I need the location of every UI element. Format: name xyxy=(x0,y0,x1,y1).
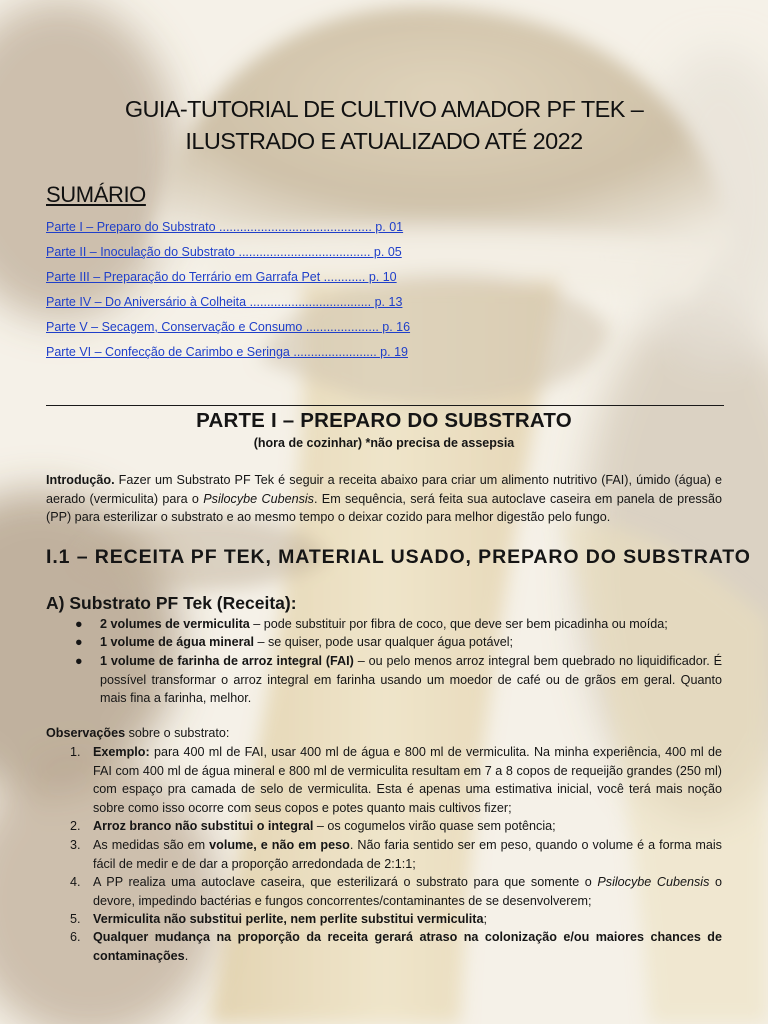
intro-label: Introdução. xyxy=(46,473,115,487)
observation-item xyxy=(93,817,722,836)
observation-item xyxy=(93,836,722,873)
bullet-icon: ● xyxy=(75,654,83,668)
observation-text: para 400 ml de FAI, usar 400 ml de água e 800 ml de vermiculita. Na minha experiência, 400 ml de FAI com 400 ml de água mineral e 800 ml de vermiculita resultam em 7 a 8 copos de requeijão grandes (250 ml) com espaço pra camada de selo de vermiculita. Esta é apenas uma estimativa inicial, você terá mais noção sobre como isso ocorre com seus copos e potes quanto mais cultivos fizer; xyxy=(93,745,722,815)
observation-item xyxy=(93,743,722,817)
observation-species-name: Psilocybe Cubensis xyxy=(597,875,710,889)
intro-text-b: . Em sequência, será feita sua autoclave caseira em panela de pressão (PP) para esterilizar o substrato e ao mesmo tempo o deixar cozido para melhor digestão pelo fungo. xyxy=(46,491,722,525)
recipe-bullet xyxy=(100,633,722,652)
observation-text: ; xyxy=(483,912,488,926)
observation-number: 3. xyxy=(70,838,81,852)
document-title-line-1: GUIA-TUTORIAL DE CULTIVO AMADOR PF TEK – xyxy=(124,96,644,122)
observations-heading xyxy=(46,724,722,743)
observations-label-rest: sobre o substrato: xyxy=(125,726,230,740)
recipe-bullet-text: – ou pelo menos arroz integral bem quebrado no liquidificador. É possível transformar o arroz integral em farinha usando um moedor de café ou de grãos em geral. Quanto mais fina a farinha, melhor. xyxy=(100,654,722,706)
observation-text: . Não faria sentido ser em peso, quando o volume é a forma mais fácil de medir e de dar a proporção arredondada de 2:1:1; xyxy=(93,838,722,871)
recipe-bullet-text: – se quiser, pode usar qualquer água potável; xyxy=(253,635,514,649)
bullet-icon: ● xyxy=(75,617,83,631)
part-subtitle: (hora de cozinhar) *não precisa de assepsia xyxy=(253,436,515,450)
observation-bold: Exemplo: xyxy=(93,745,150,759)
recipe-bullet-bold: 2 volumes de vermiculita xyxy=(100,617,250,631)
observation-bold: Arroz branco não substitui o integral xyxy=(93,819,314,833)
observation-text: – os cogumelos virão quase sem potência; xyxy=(313,819,556,833)
observation-bold: Vermiculita não substitui perlite, nem perlite substitui vermiculita xyxy=(93,912,484,926)
observation-item xyxy=(93,928,722,965)
subsection-title: A) Substrato PF Tek (Receita): xyxy=(46,593,297,613)
document-title-line-2: ILUSTRADO E ATUALIZADO ATÉ 2022 xyxy=(185,128,583,154)
observation-item xyxy=(93,910,722,929)
observation-number: 6. xyxy=(70,930,81,944)
observation-bold: volume, e não em peso xyxy=(209,838,350,852)
part-title: PARTE I – PREPARO DO SUBSTRATO xyxy=(196,409,572,432)
recipe-bullet-bold: 1 volume de farinha de arroz integral (FAI) xyxy=(100,654,354,668)
recipe-bullet xyxy=(100,615,722,634)
intro-text-a: Fazer um Substrato PF Tek é seguir a receita abaixo para criar um alimento nutritivo (FAI), úmido (água) e aerado (vermiculita) para o xyxy=(46,473,722,506)
toc-link-part-2[interactable]: Parte II – Inoculação do Substrato ...................................... p. 05 xyxy=(46,245,402,259)
observation-number: 1. xyxy=(70,745,81,759)
observation-number: 4. xyxy=(70,875,81,889)
observations-label: Observações xyxy=(46,726,126,740)
observation-number: 5. xyxy=(70,912,81,926)
observation-pre: As medidas são em xyxy=(93,838,210,852)
section-title: I.1 – RECEITA PF TEK, MATERIAL USADO, PREPARO DO SUBSTRATO xyxy=(46,546,751,568)
recipe-bullet-bold: 1 volume de água mineral xyxy=(100,635,254,649)
toc-link-part-5[interactable]: Parte V – Secagem, Conservação e Consumo ..................... p. 16 xyxy=(46,320,411,334)
recipe-bullet xyxy=(100,652,722,708)
observation-text: o devore, impedindo bactérias e fungos concorrentes/contaminantes de se desenvolverem; xyxy=(93,875,722,908)
observation-text: . xyxy=(184,948,189,963)
recipe-bullet-text: – pode substituir por fibra de coco, que deve ser bem picadinha ou moída; xyxy=(249,617,668,631)
intro-species-name: Psilocybe Cubensis xyxy=(203,491,314,506)
toc-link-part-3[interactable]: Parte III – Preparação do Terrário em Garrafa Pet ............ p. 10 xyxy=(46,270,397,284)
observation-number: 2. xyxy=(70,819,81,833)
toc-link-part-6[interactable]: Parte VI – Confecção de Carimbo e Seringa ........................ p. 19 xyxy=(46,345,408,359)
intro-paragraph xyxy=(46,471,722,527)
observation-item xyxy=(93,873,722,910)
observation-bold: Qualquer mudança na proporção da receita gerará atraso na colonização e/ou maiores chances de contaminações xyxy=(93,930,722,963)
observation-pre: A PP realiza uma autoclave caseira, que esterilizará o substrato para que somente o xyxy=(93,875,598,889)
toc-link-part-1[interactable]: Parte I – Preparo do Substrato ............................................ p. 01 xyxy=(46,220,404,234)
toc-link-part-4[interactable]: Parte IV – Do Aniversário à Colheita ................................... p. 13 xyxy=(46,295,403,309)
section-divider xyxy=(46,405,724,406)
toc-heading: SUMÁRIO xyxy=(46,182,146,207)
bullet-icon: ● xyxy=(75,635,83,649)
